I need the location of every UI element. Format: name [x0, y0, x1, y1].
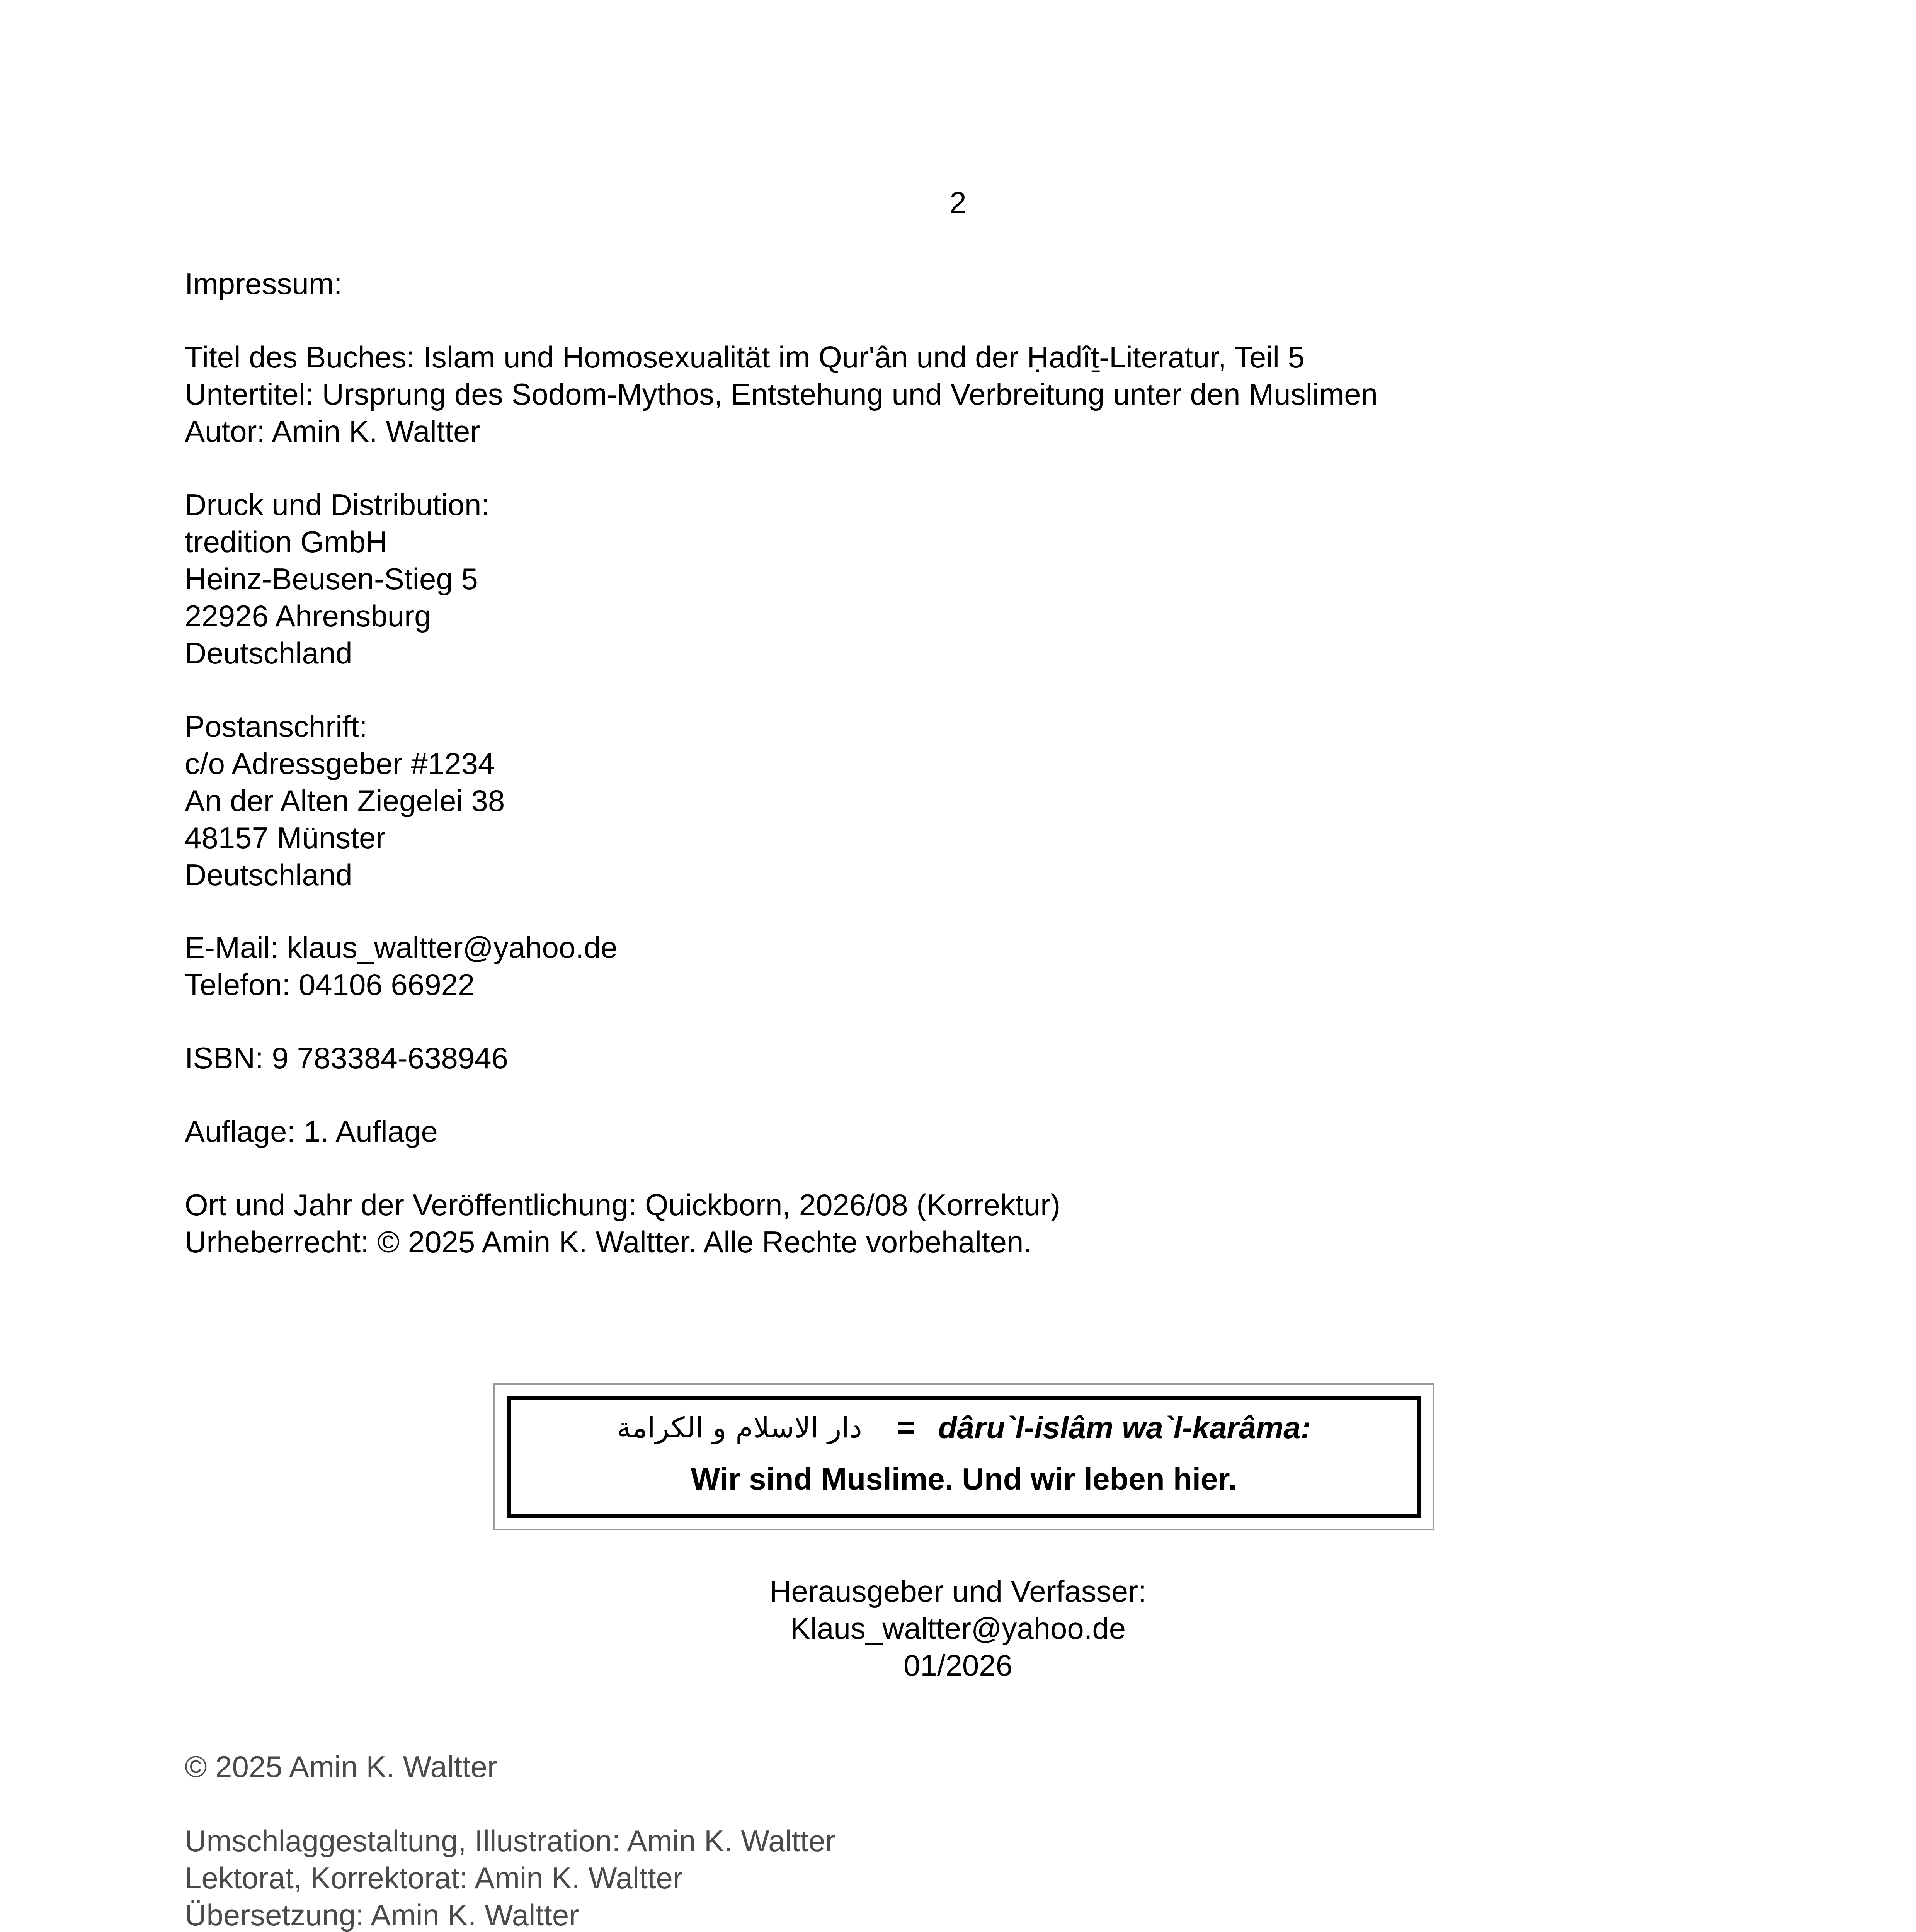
postal-line: 48157 Münster: [185, 821, 386, 855]
print-distribution-block: [185, 486, 490, 672]
contact-block: [185, 929, 618, 1003]
book-title: Titel des Buches: Islam und Homosexualität im Qur'ân und der Ḥadîṯ-Literatur, Teil 5: [185, 340, 1305, 374]
print-heading: Druck und Distribution:: [185, 488, 490, 522]
publisher-label: Herausgeber und Verfasser:: [769, 1574, 1147, 1608]
imprint-heading: Impressum:: [185, 267, 342, 301]
postal-heading: Postanschrift:: [185, 709, 368, 743]
motto-equals: =: [897, 1410, 915, 1445]
publisher-block: [0, 1573, 1916, 1684]
phone-line: Telefon: 04106 66922: [185, 968, 475, 1002]
editing-credit: Lektorat, Korrektorat: Amin K. Waltter: [185, 1861, 683, 1895]
email-line: E-Mail: klaus_waltter@yahoo.de: [185, 930, 618, 964]
motto-inner-frame: [507, 1396, 1421, 1518]
motto-tagline: Wir sind Muslime. Und wir leben hier.: [691, 1462, 1237, 1496]
postal-line: An der Alten Ziegelei 38: [185, 784, 505, 818]
edition-line: Auflage: 1. Auflage: [185, 1114, 438, 1148]
print-line: Heinz-Beusen-Stieg 5: [185, 562, 478, 596]
motto-box: [493, 1383, 1434, 1530]
isbn-block: [185, 1039, 508, 1077]
postal-line: Deutschland: [185, 858, 352, 892]
motto-transliteration: dâru`l-islâm wa`l-karâma:: [938, 1410, 1311, 1445]
isbn-line: ISBN: 9 783384-638946: [185, 1041, 508, 1075]
book-subtitle: Untertitel: Ursprung des Sodom-Mythos, Entstehung und Verbreitung unter den Muslimen: [185, 377, 1378, 411]
credits-copyright-block: [185, 1748, 497, 1785]
publisher-email: Klaus_waltter@yahoo.de: [790, 1611, 1126, 1645]
edition-block: [185, 1113, 438, 1150]
imprint-heading-block: [185, 265, 342, 302]
motto-arabic: دار الاسلام و الكرامة: [616, 1411, 862, 1444]
motto-line: [511, 1406, 1417, 1449]
place-year-line: Ort und Jahr der Veröffentlichung: Quickborn, 2026/08 (Korrektur): [185, 1188, 1061, 1222]
page-number: 2: [949, 185, 967, 219]
cover-credit: Umschlaggestaltung, Illustration: Amin K. Waltter: [185, 1824, 835, 1858]
postal-line: c/o Adressgeber #1234: [185, 747, 495, 781]
translation-credit: Übersetzung: Amin K. Waltter: [185, 1898, 579, 1932]
postal-address-block: [185, 708, 505, 893]
print-line: Deutschland: [185, 636, 352, 670]
print-line: 22926 Ahrensburg: [185, 599, 431, 633]
print-line: tredition GmbH: [185, 525, 388, 559]
book-info-block: [185, 338, 1378, 450]
publication-block: [185, 1186, 1060, 1260]
publisher-date: 01/2026: [904, 1648, 1012, 1682]
credits-copyright: © 2025 Amin K. Waltter: [185, 1750, 497, 1784]
book-author: Autor: Amin K. Waltter: [185, 414, 480, 448]
copyright-line: Urheberrecht: © 2025 Amin K. Waltter. Alle Rechte vorbehalten.: [185, 1225, 1032, 1259]
credits-block: [185, 1822, 835, 1932]
